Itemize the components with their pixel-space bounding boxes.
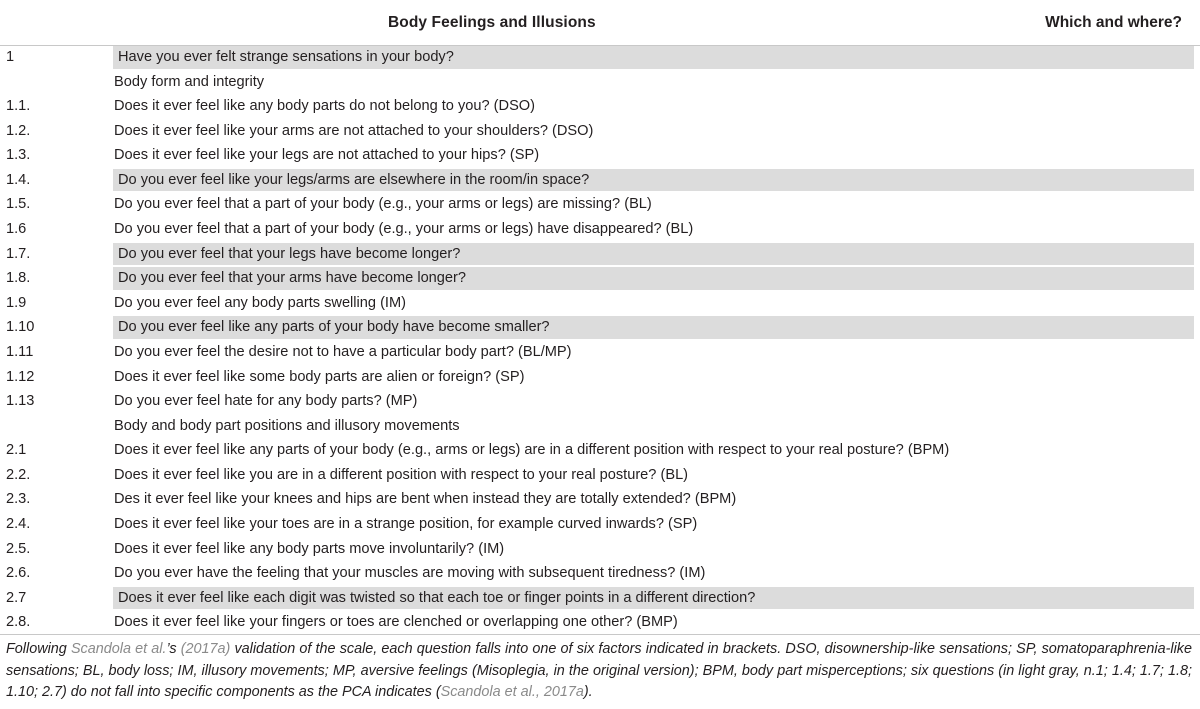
table-header [0, 0, 1200, 46]
section-heading-row [0, 414, 1200, 439]
question-number: 2.2. [6, 466, 31, 483]
table-row [0, 266, 1200, 291]
question-number: 1.6 [6, 221, 27, 238]
question-text: Do you ever feel that a part of your body (e.g., your arms or legs) have disappeared? (BL) [114, 221, 694, 238]
section-heading: Body and body part positions and illusory movements [114, 417, 460, 434]
question-text: Does it ever feel like each digit was twisted so that each toe or finger points in a different direction? [118, 589, 756, 606]
question-text: Does it ever feel like any body parts move involuntarily? (IM) [114, 540, 505, 557]
question-text: Do you ever feel that a part of your body (e.g., your arms or legs) are missing? (BL) [114, 196, 652, 213]
table-row [0, 143, 1200, 168]
table-row [0, 586, 1200, 611]
question-number: 1.10 [6, 319, 35, 336]
question-text: Does it ever feel like your arms are not attached to your shoulders? (DSO) [114, 122, 594, 139]
column-header-which-where: Which and where? [1045, 14, 1182, 31]
table-row [0, 487, 1200, 512]
question-number: 2.7 [6, 589, 27, 606]
footnote-text: Following [6, 641, 71, 657]
question-number: 1.13 [6, 393, 35, 410]
table-row [0, 340, 1200, 365]
question-number: 1.5. [6, 196, 31, 213]
question-text: Des it ever feel like your knees and hips are bent when instead they are totally extended? (BPM) [114, 491, 737, 508]
question-number: 1.9 [6, 294, 27, 311]
citation-link[interactable]: Scandola et al., 2017a [440, 684, 584, 700]
table-footnote [6, 639, 1192, 704]
question-text: Does it ever feel like your toes are in a strange position, for example curved inwards? (SP) [114, 515, 698, 532]
question-number: 2.4. [6, 515, 31, 532]
question-number: 2.8. [6, 614, 31, 631]
question-text: Do you ever feel like any parts of your body have become smaller? [118, 319, 550, 336]
question-text: Have you ever felt strange sensations in your body? [118, 49, 454, 65]
question-number: 1 [6, 49, 15, 65]
footnote-text: ). [583, 684, 593, 700]
citation-link[interactable]: Scandola et al. [70, 641, 167, 657]
table-row [0, 242, 1200, 267]
table-row [0, 512, 1200, 537]
question-number: 1.8. [6, 270, 31, 287]
question-number: 2.1 [6, 442, 27, 459]
question-text: Does it ever feel like your fingers or toes are clenched or overlapping one other? (BMP) [114, 614, 678, 631]
table-row [0, 217, 1200, 242]
question-text: Does it ever feel like your legs are not attached to your hips? (SP) [114, 147, 540, 164]
table-row [0, 45, 1200, 70]
question-text: Do you ever feel like your legs/arms are elsewhere in the room/in space? [118, 171, 590, 188]
question-number: 1.12 [6, 368, 35, 385]
question-number: 2.6. [6, 565, 31, 582]
question-number: 1.2. [6, 122, 31, 139]
question-text: Do you ever have the feeling that your muscles are moving with subsequent tiredness? (IM) [114, 565, 706, 582]
table-row [0, 168, 1200, 193]
column-header-feelings: Body Feelings and Illusions [388, 14, 596, 31]
question-text: Does it ever feel like some body parts are alien or foreign? (SP) [114, 368, 525, 385]
question-text: Do you ever feel that your legs have become longer? [118, 245, 461, 262]
question-number: 1.11 [6, 343, 34, 360]
question-number: 1.1. [6, 98, 31, 115]
question-text: Does it ever feel like any parts of your body (e.g., arms or legs) are in a different position with respect to your real posture? (BPM) [114, 442, 950, 459]
table-row [0, 365, 1200, 390]
question-text: Does it ever feel like you are in a different position with respect to your real posture? (BL) [114, 466, 689, 483]
question-number: 2.3. [6, 491, 31, 508]
table-row [0, 94, 1200, 119]
table-body [0, 45, 1200, 635]
table-bottom-rule [0, 634, 1200, 635]
question-number: 1.7. [6, 245, 31, 262]
question-number: 1.4. [6, 171, 31, 188]
footnote-text: ’s [166, 641, 181, 657]
question-text: Do you ever feel the desire not to have a particular body part? (BL/MP) [114, 343, 572, 360]
question-text: Does it ever feel like any body parts do not belong to you? (DSO) [114, 98, 536, 115]
table-row [0, 561, 1200, 586]
question-text: Do you ever feel that your arms have become longer? [118, 270, 467, 287]
table-row [0, 192, 1200, 217]
table-row [0, 537, 1200, 562]
footnote-text: validation of the scale, each question falls into one of six factors indicated in brackets. DSO, disownership-like sensations; SP, somatoparaphrenia-like sensations; BL, body loss; IM, illusory movements; MP, aversive feelings (Misoplegia, in the original version); BPM, body part misperceptions; six questions (in light gray, n.1; 1.4; 1.7; 1.8; 1.10; 2.7) do not fall into specific components as the PCA indicates ( [6, 641, 1192, 700]
table-row [0, 315, 1200, 340]
table-row [0, 610, 1200, 635]
question-text: Do you ever feel hate for any body parts? (MP) [114, 393, 418, 410]
citation-link[interactable]: (2017a) [180, 641, 231, 657]
table-row [0, 291, 1200, 316]
table-row [0, 463, 1200, 488]
table-row [0, 119, 1200, 144]
section-heading-row [0, 70, 1200, 95]
question-number: 2.5. [6, 540, 31, 557]
table-row [0, 389, 1200, 414]
section-heading: Body form and integrity [114, 73, 265, 90]
table-row [0, 438, 1200, 463]
question-text: Do you ever feel any body parts swelling (IM) [114, 294, 407, 311]
question-number: 1.3. [6, 147, 31, 164]
